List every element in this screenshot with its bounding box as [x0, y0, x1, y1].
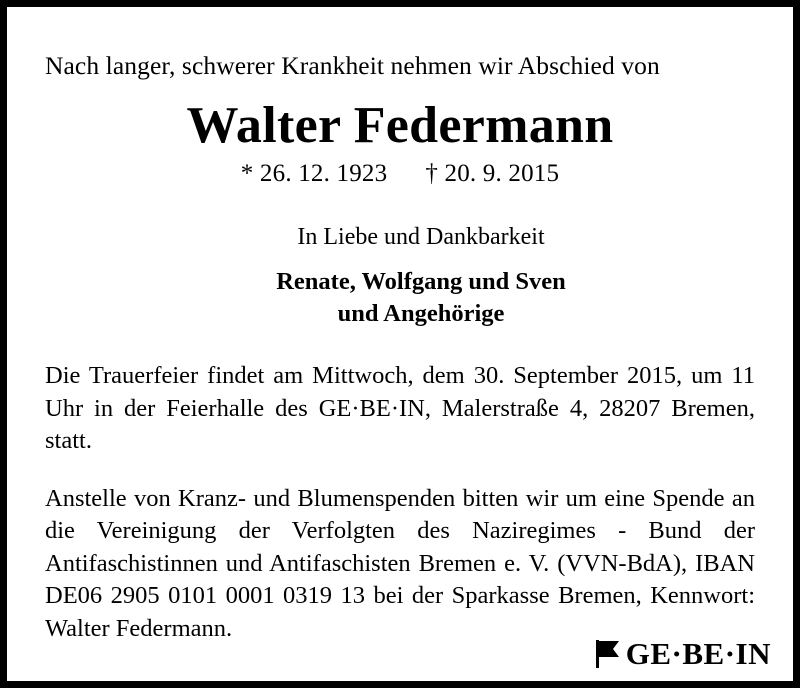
gebein-logo	[595, 638, 771, 669]
donation-paragraph: Anstelle von Kranz- und Blumenspenden bitten wir um eine Spende an die Vereinigung der Verfolgten des Naziregimes - Bund der Antifaschistinnen und Antifaschisten Bremen e. V. (VVN-BdA), IBAN DE06 2905 0101 0001 0319 13 bei der Sparkasse Bremen, Kennwort: Walter Federmann.	[45, 484, 755, 642]
flag-mark-icon	[595, 639, 621, 669]
deceased-name: Walter Federmann	[186, 97, 614, 155]
intro-text: Nach langer, schwerer Krankheit nehmen wir Abschied von	[45, 51, 660, 80]
dedication-block	[45, 222, 755, 331]
dedication-line-3: und Angehörige	[337, 300, 505, 327]
life-dates	[45, 160, 755, 188]
ceremony-paragraph: Die Trauerfeier findet am Mittwoch, dem 30. September 2015, um 11 Uhr in der Feierhalle des GE·BE·IN, Malerstraße 4, 28207 Bremen, statt.	[45, 362, 755, 455]
dedication-line-1: In Liebe und Dankbarkeit	[297, 223, 545, 250]
logo-text: GE·BE·IN	[625, 636, 771, 671]
dedication-line-2: Renate, Wolfgang und Sven	[276, 267, 566, 295]
birth-date: * 26. 12. 1923	[240, 159, 388, 187]
death-date: † 20. 9. 2015	[425, 159, 560, 187]
